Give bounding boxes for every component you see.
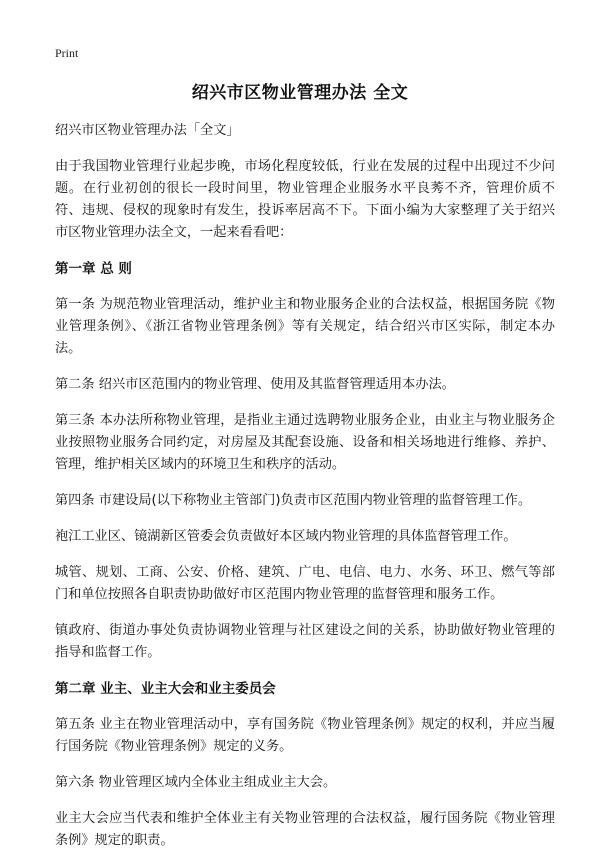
article-4-para-2: 袍江工业区、镜湖新区管委会负责做好本区域内物业管理的具体监督管理工作。 (55, 529, 517, 544)
article-4-para-4: 镇政府、街道办事处负责协调物业管理与社区建设之间的关系，协助做好物业管理的指导和监督工作。 (55, 623, 555, 660)
article-4-para-3: 城管、规划、工商、公安、价格、建筑、广电、电信、电力、水务、环卫、燃气等部门和单位按照各自职责协助做好市区范围内物业管理的监督管理和服务工作。 (55, 565, 555, 602)
intro-paragraph: 由于我国物业管理行业起步晚，市场化程度较低，行业在发展的过程中出现过不少问题。在行业初创的很长一段时间里，物业管理企业服务水平良莠不齐，管理价质不符、违规、侵权的现象时有发生，投诉率居高不下。下面小编为大家整理了关于绍兴市区物业管理办法全文，一起来看看吧： (55, 159, 555, 240)
article-4: 第四条 市建设局(以下称物业主管部门)负责市区范围内物业管理的监督管理工作。 (55, 493, 532, 508)
article-6: 第六条 物业管理区域内全体业主组成业主大会。 (55, 775, 337, 790)
article-2: 第二条 绍兴市区范围内的物业管理、使用及其监督管理适用本办法。 (55, 377, 455, 392)
article-6-para-2: 业主大会应当代表和维护全体业主有关物业管理的合法权益，履行国务院《物业管理条例》规定的职责。 (55, 811, 555, 848)
page-title: 绍兴市区物业管理办法 全文 (191, 83, 409, 103)
article-1: 第一条 为规范物业管理活动，维护业主和物业服务企业的合法权益，根据国务院《物业管理条例》、《浙江省物业管理条例》等有关规定，结合绍兴市区实际，制定本办法。 (55, 297, 555, 356)
print-link[interactable]: Print (55, 46, 79, 60)
article-5: 第五条 业主在物业管理活动中，享有国务院《物业管理条例》规定的权利，并应当履行国务院《物业管理条例》规定的义务。 (55, 717, 555, 754)
article-subtitle: 绍兴市区物业管理办法「全文」 (55, 123, 240, 138)
chapter-2-heading: 第二章 业主、业主大会和业主委员会 (55, 681, 276, 697)
article-body (55, 120, 555, 866)
article-3: 第三条 本办法所称物业管理，是指业主通过选聘物业服务企业，由业主与物业服务企业按照物业服务合同约定，对房屋及其配套设施、设备和相关场地进行维修、养护、管理，维护相关区域内的环境卫生和秩序的活动。 (55, 413, 555, 472)
chapter-1-heading: 第一章 总 则 (55, 261, 132, 277)
